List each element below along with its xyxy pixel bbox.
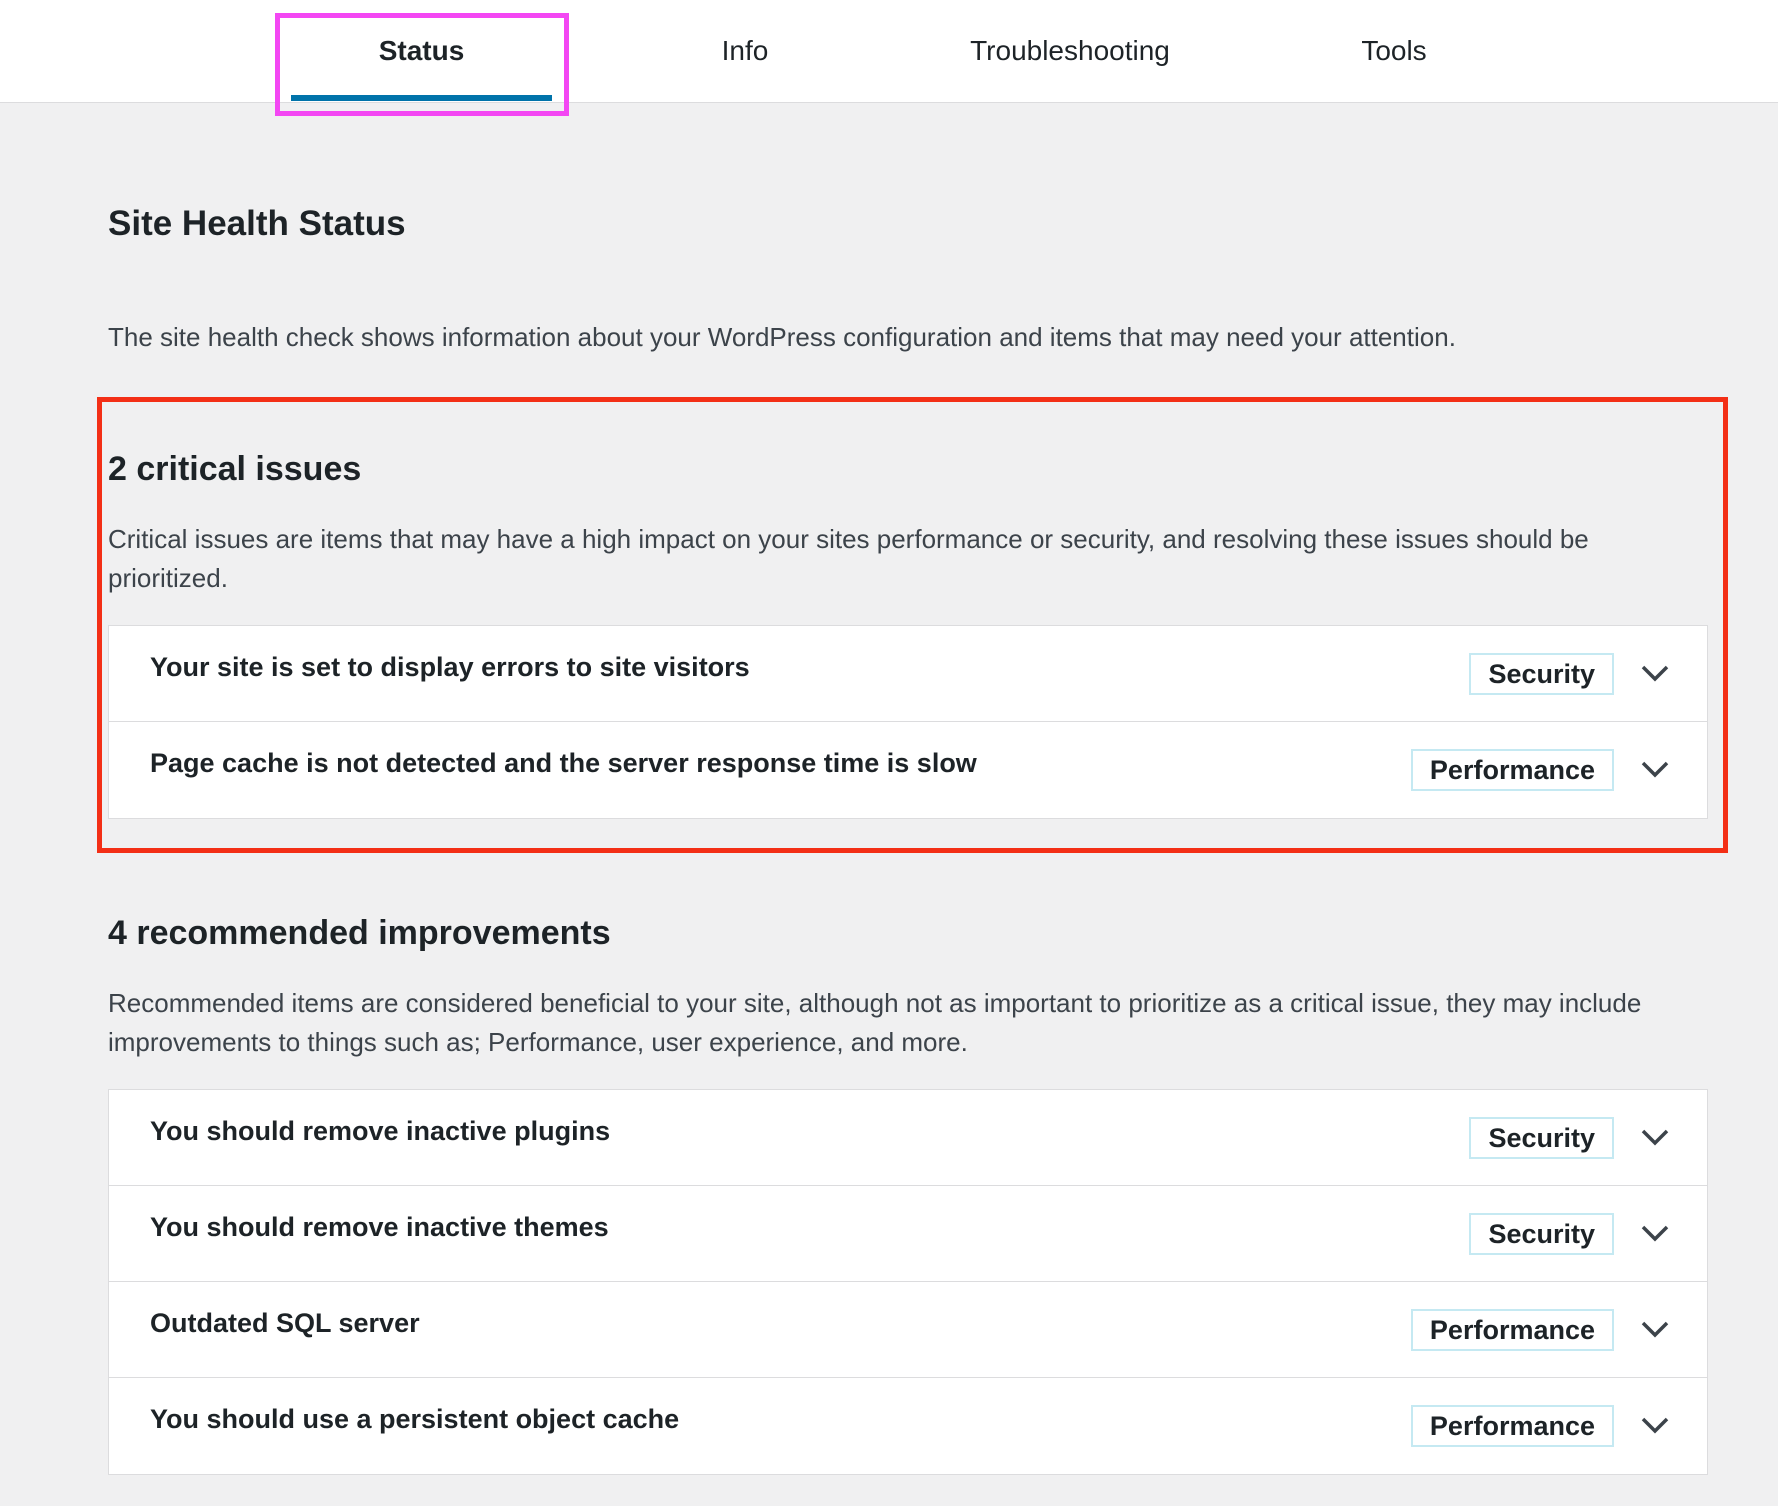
status-tab-highlight-box bbox=[275, 13, 569, 116]
chevron-down-icon[interactable] bbox=[1637, 1408, 1673, 1444]
issue-badge: Security bbox=[1469, 1117, 1614, 1159]
issue-badge: Security bbox=[1469, 1213, 1614, 1255]
recommended-improvements-heading: 4 recommended improvements bbox=[108, 914, 611, 952]
tab-troubleshooting[interactable]: Troubleshooting bbox=[970, 34, 1170, 66]
recommended-improvements-list bbox=[108, 1089, 1708, 1475]
page-title: Site Health Status bbox=[108, 204, 406, 243]
issue-title: You should remove inactive themes bbox=[150, 1212, 609, 1242]
issue-row[interactable] bbox=[109, 1090, 1707, 1186]
chevron-down-icon[interactable] bbox=[1637, 1312, 1673, 1348]
page-intro: The site health check shows information about your WordPress configuration and items that may need your attention. bbox=[108, 322, 1456, 352]
issue-row[interactable] bbox=[109, 1282, 1707, 1378]
issue-title: You should remove inactive plugins bbox=[150, 1116, 611, 1146]
issue-badge: Performance bbox=[1411, 1309, 1614, 1351]
tab-info[interactable]: Info bbox=[721, 34, 769, 66]
chevron-down-icon[interactable] bbox=[1637, 1120, 1673, 1156]
issue-row[interactable] bbox=[109, 1186, 1707, 1282]
issue-title: Your site is set to display errors to site visitors bbox=[150, 652, 750, 682]
chevron-down-icon[interactable] bbox=[1637, 1216, 1673, 1252]
issue-title: You should use a persistent object cache bbox=[150, 1404, 680, 1434]
critical-issues-heading: 2 critical issues bbox=[108, 450, 362, 488]
issue-badge: Performance bbox=[1411, 1405, 1614, 1447]
issue-badge: Performance bbox=[1411, 749, 1614, 791]
top-navigation bbox=[0, 0, 1778, 103]
issue-title: Page cache is not detected and the server response time is slow bbox=[150, 748, 977, 778]
issue-badge: Security bbox=[1469, 653, 1614, 695]
issue-row[interactable] bbox=[109, 1378, 1707, 1474]
recommended-improvements-description: Recommended items are considered beneficial to your site, although not as important to prioritize as a critical issue, they may include improvements to things such as; Performance, user experience, and more. bbox=[108, 988, 1642, 1057]
critical-issues-description: Critical issues are items that may have a high impact on your sites performance or security, and resolving these issues should be prioritized. bbox=[108, 524, 1589, 593]
tab-status[interactable]: Status bbox=[378, 34, 465, 66]
tab-tools[interactable]: Tools bbox=[1361, 34, 1427, 66]
issue-title: Outdated SQL server bbox=[150, 1308, 420, 1338]
critical-issues-highlight-box bbox=[97, 397, 1728, 853]
